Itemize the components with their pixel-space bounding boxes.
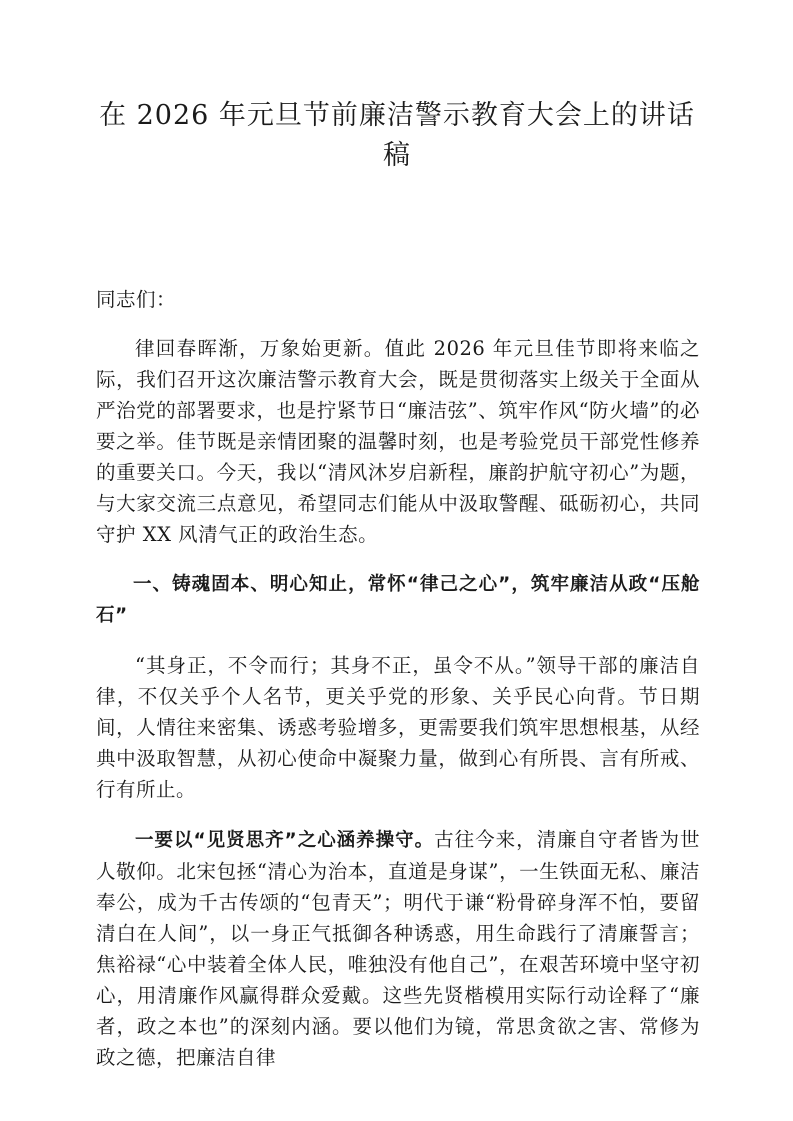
- intro-paragraph: 律回春晖渐，万象始更新。值此 2026 年元旦佳节即将来临之际，我们召开这次廉洁警示教育大会，既是贯彻落实上级关于全面从严治党的部署要求，也是拧紧节日“廉洁弦”、筑牢作风“防火墙”的必要之举。佳节既是亲情团聚的温馨时刻，也是考验党员干部党性修养的重要关口。今天，我以“清风沐岁启新程，廉韵护航守初心”为题，与大家交流三点意见，希望同志们能从中汲取警醒、砥砺初心，共同守护 XX 风清气正的政治生态。: [96, 337, 700, 546]
- section-1-paragraph: “其身正，不令而行；其身不正，虽令不从。”领导干部的廉洁自律，不仅关乎个人名节，更关乎党的形象、关乎民心向背。节日期间，人情往来密集、诱惑考验增多，更需要我们筑牢思想根基，从经典中汲取智慧，从初心使命中凝聚力量，做到心有所畏、言有所戒、行有所止。: [96, 654, 700, 801]
- salutation: 同志们：: [96, 288, 177, 311]
- document-title: 在 2026 年元旦节前廉洁警示教育大会上的讲话稿: [99, 100, 695, 171]
- document-body: [96, 284, 700, 1092]
- section-1-heading: 一、铸魂固本、明心知止，常怀“律己之心”，筑牢廉洁从政“压舱石”: [96, 574, 700, 626]
- point-1-body: 古往今来，清廉自守者皆为世人敬仰。北宋包拯“清心为治本，直道是身谋”，一生铁面无私、廉洁奉公，成为千古传颂的“包青天”；明代于谦“粉骨碎身浑不怕，要留清白在人间”，以一身正气抵御各种诱惑，用生命践行了清廉誓言；焦裕禄“心中装着全体人民，唯独没有他自己”，在艰苦环境中坚守初心，用清廉作风赢得群众爱戴。这些先贤楷模用实际行动诠释了“廉者，政之本也”的深刻内涵。要以他们为镜，常思贪欲之害、常修为政之德，把廉洁自律: [96, 828, 700, 1069]
- section-1-point-1-paragraph: [96, 824, 700, 1073]
- point-1-lead: 一要以“见贤思齐”之心涵养操守。: [135, 830, 435, 851]
